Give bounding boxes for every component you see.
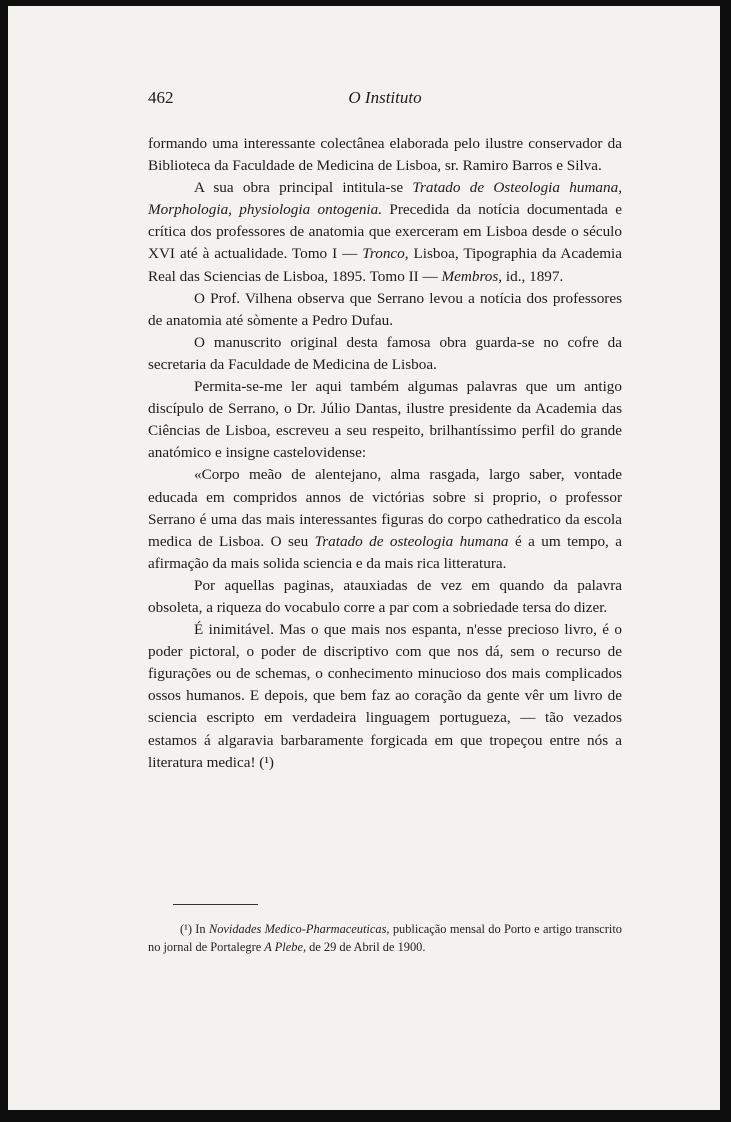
footnote-divider bbox=[173, 904, 258, 905]
body-text bbox=[148, 133, 622, 774]
publication-title: Novidades Medico-Pharmaceuticas, bbox=[208, 922, 390, 936]
running-title: O Instituto bbox=[348, 88, 422, 107]
work-title: Tratado de osteologia humana bbox=[314, 532, 509, 550]
paragraph-1: formando uma interessante colectânea elaborada pelo ilustre conservador da Biblioteca da Faculdade de Medicina de Lisboa, sr. Ramiro Barros e Silva. bbox=[148, 135, 622, 175]
text-span: Lisboa, Tipographia da Academia Real das Sciencias de Lisboa, 1895. Tomo II — bbox=[148, 245, 622, 285]
text-span: é a um tempo, a afirmação da mais solida sciencia e da mais rica litteratura. bbox=[148, 532, 622, 572]
paragraph-2 bbox=[148, 177, 622, 287]
paragraph-6 bbox=[148, 464, 622, 574]
text-span: id., 1897. bbox=[502, 267, 564, 285]
page-number: 462 bbox=[148, 88, 174, 107]
paragraph-5: Permita-se-me ler aqui também algumas palavras que um antigo discípulo de Serrano, o Dr. Júlio Dantas, ilustre presidente da Academia das Ciências de Lisboa, escreveu a seu respeito, brilhantíssimo perfil do grande anatómico e insigne castelovidense: bbox=[148, 378, 622, 462]
footnotes bbox=[148, 920, 622, 956]
text-span: (¹) In bbox=[180, 922, 209, 936]
text-span: de 29 de Abril de 1900. bbox=[306, 940, 426, 954]
paragraph-7: Por aquellas paginas, atauxiadas de vez em quando da palavra obsoleta, a riqueza do vocabulo corre a par com a sobriedade tersa do dizer. bbox=[148, 576, 622, 616]
document-page bbox=[8, 6, 720, 1110]
publication-title: A Plebe, bbox=[264, 940, 307, 954]
paragraph-8: É inimitável. Mas o que mais nos espanta, n'esse precioso livro, é o poder pictoral, o poder de discriptivo com que nos dá, sem o recurso de figurações ou de schemas, o conhecimento minucioso dos mais complicados ossos humanos. E depois, que bem faz ao coração da gente vêr um livro de sciencia escripto em verdadeira linguagem portugueza, — tão vezados estamos á algaravia barbaramente forgicada em que tropeçou entre nós a literatura medica! (¹) bbox=[148, 621, 622, 771]
text-span: «Corpo meão de alentejano, alma rasgada, largo saber, vontade educada em compridos annos de victórias sobre si proprio, o professor Serrano é uma das mais interessantes figuras do corpo cathedratico da escola medica de Lisboa. O seu bbox=[148, 466, 622, 550]
paragraph-4: O manuscrito original desta famosa obra guarda-se no cofre da secretaria da Faculdade de Medicina de Lisboa. bbox=[148, 333, 622, 373]
page-header bbox=[148, 88, 622, 112]
text-span: Precedida da notícia documentada e crítica dos professores de anatomia que exerceram em Lisboa desde o século XVI até à actualidade. Tomo I — bbox=[148, 201, 622, 263]
paragraph-3: O Prof. Vilhena observa que Serrano levou a notícia dos professores de anatomia até sòmente a Pedro Dufau. bbox=[148, 289, 622, 329]
work-title: Tratado de Osteologia humana, Morphologia, physiologia ontogenia. bbox=[148, 179, 622, 219]
text-span: publicação mensal do Porto e artigo transcrito no jornal de Portalegre bbox=[148, 922, 622, 954]
volume-title: Tronco, bbox=[362, 245, 409, 263]
footnote-1 bbox=[148, 920, 622, 956]
text-span: A sua obra principal intitula-se bbox=[194, 179, 413, 197]
volume-title: Membros, bbox=[441, 267, 503, 285]
